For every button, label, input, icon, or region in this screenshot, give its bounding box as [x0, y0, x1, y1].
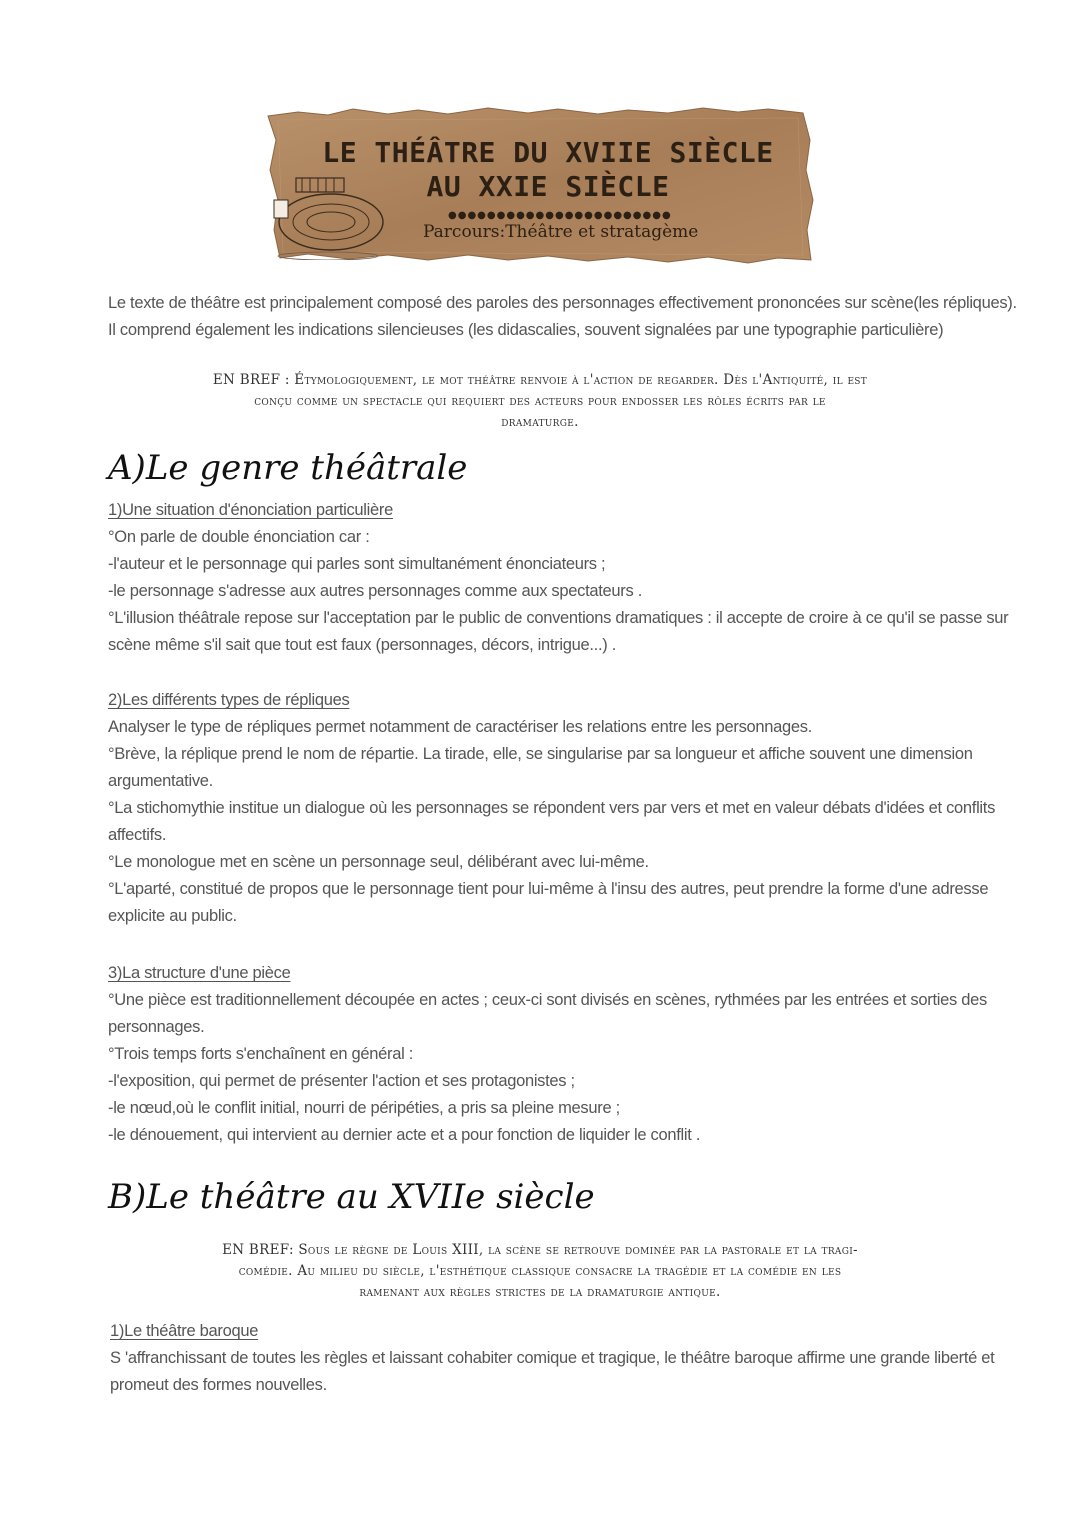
- title-line-2: AU XXIE SIÈCLE: [426, 170, 670, 203]
- title-line-1: LE THÉÂTRE DU XVIIE SIÈCLE: [322, 136, 774, 169]
- text-line: -l'exposition, qui permet de présenter l'action et ses protagonistes ;: [108, 1072, 575, 1090]
- text-line: -l'auteur et le personnage qui parles sont simultanément énonciateurs ;: [108, 555, 606, 573]
- text-line: Analyser le type de répliques permet notamment de caractériser les relations entre les personnages.: [108, 718, 813, 736]
- text-line: °L'illusion théâtrale repose sur l'acceptation par le public de conventions dramatiques : il accepte de croire à ce qu'il se passe sur: [108, 609, 1009, 627]
- text-line: -le nœud,où le conflit initial, nourri de péripéties, a pris sa pleine mesure ;: [108, 1099, 620, 1117]
- text-line: °Le monologue met en scène un personnage seul, délibérant avec lui-même.: [108, 853, 649, 871]
- text-line: explicite au public.: [108, 907, 237, 925]
- en-bref-box-1: [100, 370, 980, 433]
- text-line: -le personnage s'adresse aux autres personnages comme aux spectateurs .: [108, 582, 642, 600]
- en-bref-box-2: [100, 1240, 980, 1303]
- text-line: °On parle de double énonciation car :: [108, 528, 370, 546]
- text-line: promeut des formes nouvelles.: [110, 1376, 327, 1394]
- section-a2: [108, 687, 996, 930]
- section-a3: [108, 960, 988, 1149]
- dotted-divider: ●●●●●●●●●●●●●●●●●●●●●●●: [448, 210, 672, 221]
- intro-paragraph: [108, 290, 1017, 344]
- section-a-heading: A)Le genre théâtrale: [108, 448, 468, 488]
- bref-line: EN BREF : Étymologiquement, le mot théâtre renvoie à l'action de regarder. Dès l'Antiquité, il est: [212, 372, 868, 388]
- banner-subtitle: Parcours:Théâtre et stratagème: [423, 222, 699, 242]
- text-line: °Brève, la réplique prend le nom de répartie. La tirade, elle, se singularise par sa longueur et affiche souvent une dimension: [108, 745, 973, 763]
- intro-line: Le texte de théâtre est principalement composé des paroles des personnages effectivement prononcées sur scène(les répliques).: [108, 294, 1017, 312]
- section-b1: [110, 1318, 995, 1399]
- text-line: affectifs.: [108, 826, 167, 844]
- subsection-title: 1)Une situation d'énonciation particulière: [108, 501, 393, 519]
- bref-line: conçu comme un spectacle qui requiert des acteurs pour endosser les rôles écrits par le: [254, 393, 826, 409]
- text-line: personnages.: [108, 1018, 205, 1036]
- subsection-title: 2)Les différents types de répliques: [108, 691, 350, 709]
- subsection-title: 1)Le théâtre baroque: [110, 1322, 259, 1340]
- document-title: [298, 136, 798, 204]
- text-line: °L'aparté, constitué de propos que le personnage tient pour lui-même à l'insu des autres, peut prendre la forme d'une adresse: [108, 880, 989, 898]
- text-line: argumentative.: [108, 772, 213, 790]
- bref-line: EN BREF: Sous le règne de Louis XIII, la scène se retrouve dominée par la pastorale et la tragi-: [222, 1242, 858, 1258]
- text-line: °La stichomythie institue un dialogue où les personnages se répondent vers par vers et met en valeur débats d'idées et conflits: [108, 799, 996, 817]
- bref-line: dramaturge.: [501, 414, 579, 430]
- subsection-title: 3)La structure d'une pièce: [108, 964, 291, 982]
- text-line: °Trois temps forts s'enchaînent en général :: [108, 1045, 414, 1063]
- section-a1: [108, 497, 1009, 659]
- bref-line: comédie. Au milieu du siècle, l'esthétique classique consacre la tragédie et la comédie en les: [238, 1263, 842, 1279]
- text-line: S 'affranchissant de toutes les règles et laissant cohabiter comique et tragique, le théâtre baroque affirme une grande liberté et: [110, 1349, 995, 1367]
- title-banner: [258, 100, 818, 270]
- text-line: °Une pièce est traditionnellement découpée en actes ; ceux-ci sont divisés en scènes, rythmées par les entrées et sorties des: [108, 991, 987, 1009]
- text-line: scène même s'il sait que tout est faux (personnages, décors, intrigue...) .: [108, 636, 616, 654]
- intro-line: Il comprend également les indications silencieuses (les didascalies, souvent signalées par une typographie particulière): [108, 321, 944, 339]
- text-line: -le dénouement, qui intervient au dernier acte et a pour fonction de liquider le conflit .: [108, 1126, 701, 1144]
- bref-line: ramenant aux règles strictes de la dramaturgie antique.: [359, 1284, 721, 1300]
- section-b-heading: B)Le théâtre au XVIIe siècle: [108, 1177, 595, 1217]
